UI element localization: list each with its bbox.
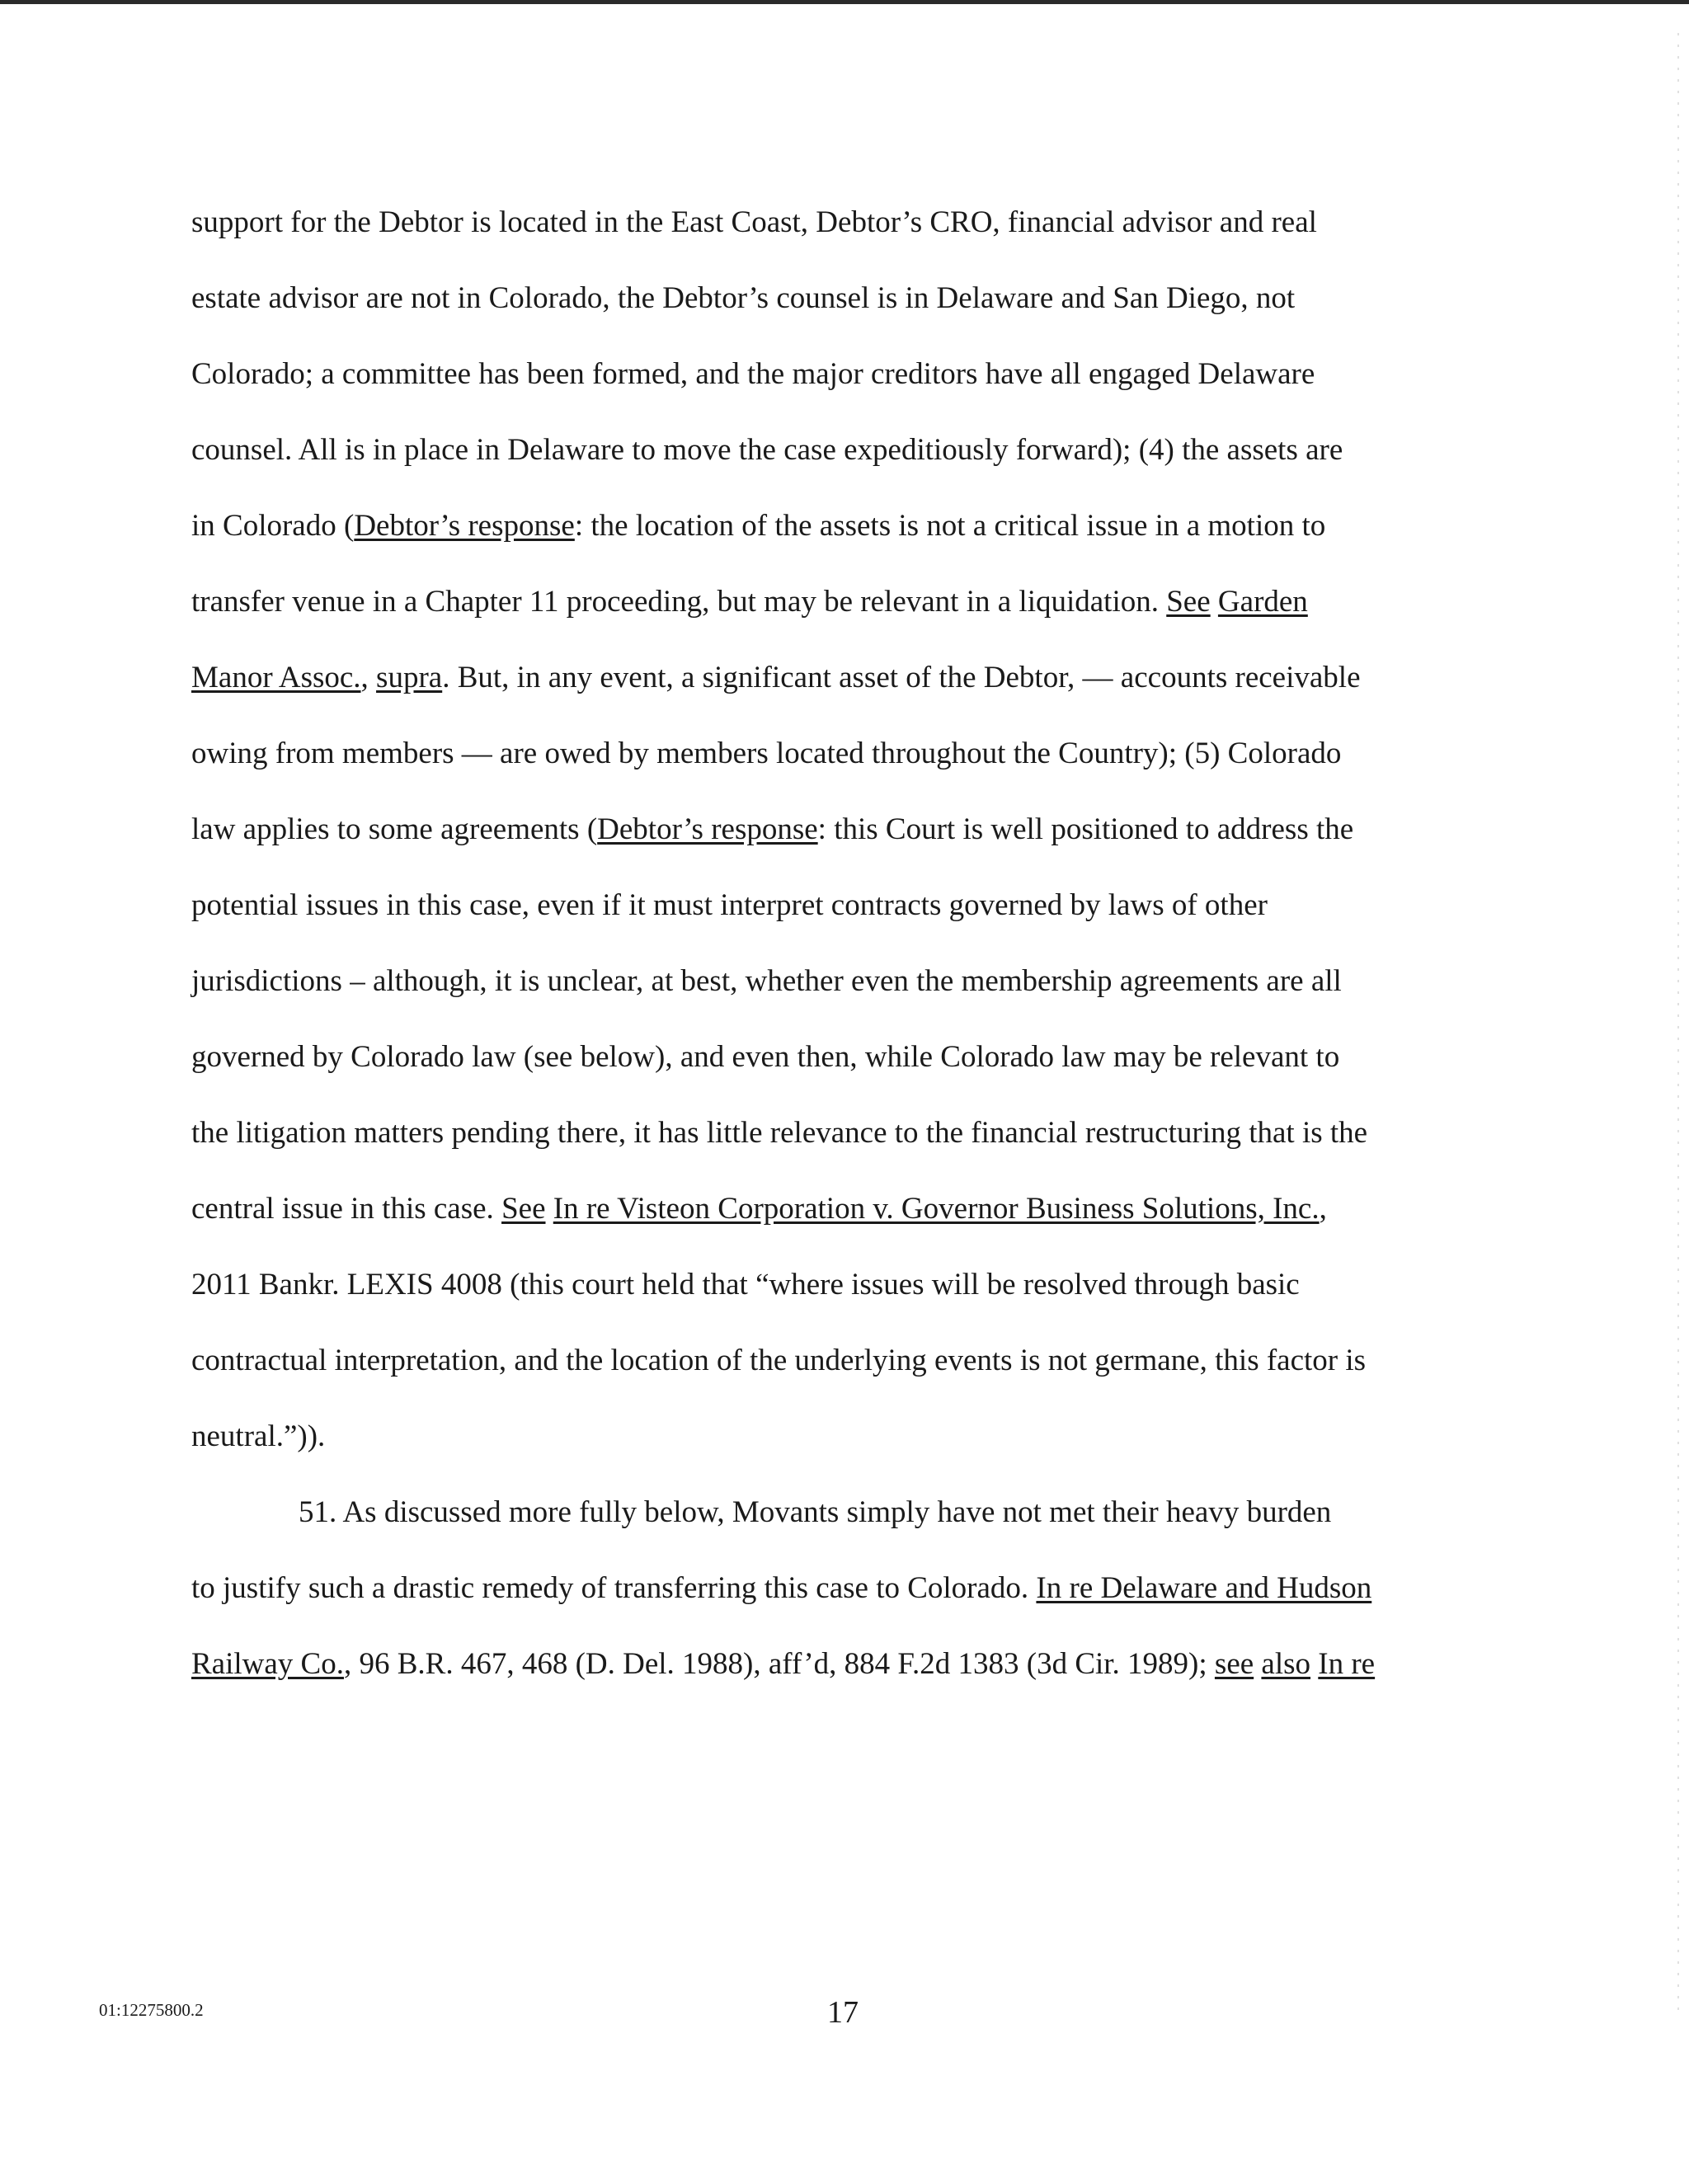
text-run (1211, 585, 1218, 619)
text-line (191, 497, 1478, 573)
underlined-citation: In re Visteon Corporation v. Governor Business Solutions, Inc. (553, 1192, 1320, 1226)
text-line (191, 1560, 1478, 1636)
underlined-citation: Railway Co. (191, 1647, 344, 1681)
underlined-citation: See (1166, 585, 1211, 619)
text-run: Colorado; a committee has been formed, and the major creditors have all engaged Delaware (191, 357, 1315, 391)
text-line (191, 1104, 1478, 1180)
text-run: potential issues in this case, even if it must interpret contracts governed by laws of other (191, 888, 1268, 922)
text-run: owing from members — are owed by members located throughout the Country); (5) Colorado (191, 737, 1342, 770)
text-line (191, 573, 1478, 649)
text-run: , (360, 661, 377, 694)
underlined-citation: Garden (1217, 585, 1308, 619)
text-line (191, 801, 1478, 877)
underlined-citation: In re Delaware and Hudson (1036, 1571, 1372, 1605)
text-run (1310, 1647, 1318, 1681)
underlined-citation: supra (376, 661, 443, 694)
top-edge-rule (0, 0, 1689, 4)
text-line (191, 270, 1478, 346)
underlined-citation: Manor Assoc. (191, 661, 361, 694)
paragraph-continuation (191, 194, 1478, 1484)
text-run: , 96 B.R. 467, 468 (D. Del. 1988), aff’d, 884 F.2d 1383 (3d Cir. 1989); (343, 1647, 1215, 1681)
text-run: 2011 Bankr. LEXIS 4008 (this court held that “where issues will be resolved through basic (191, 1268, 1300, 1301)
text-line (191, 1484, 1478, 1560)
text-run: estate advisor are not in Colorado, the Debtor’s counsel is in Delaware and San Diego, not (191, 281, 1296, 315)
text-run: support for the Debtor is located in the East Coast, Debtor’s CRO, financial advisor and real (191, 205, 1317, 239)
text-run: jurisdictions – although, it is unclear, at best, whether even the membership agreements are all (191, 964, 1342, 998)
document-id: 01:12275800.2 (99, 2000, 204, 2020)
text-line (191, 1636, 1478, 1711)
text-line (191, 1332, 1478, 1408)
text-run: governed by Colorado law (see below), and even then, while Colorado law may be relevant to (191, 1040, 1340, 1074)
underlined-citation: Debtor’s response (597, 812, 818, 846)
underlined-citation: see (1214, 1647, 1254, 1681)
text-line (191, 649, 1478, 725)
text-run: : this Court is well positioned to address the (817, 812, 1354, 846)
text-line (191, 953, 1478, 1028)
page-number: 17 (827, 1995, 859, 2030)
text-run: neutral.”)). (191, 1419, 326, 1453)
text-line (191, 346, 1478, 421)
underlined-citation: See (501, 1192, 546, 1226)
text-run (546, 1192, 553, 1226)
text-line (191, 1408, 1478, 1484)
text-run: law applies to some agreements ( (191, 812, 598, 846)
paragraph-51 (191, 1484, 1478, 1711)
text-run: contractual interpretation, and the location of the underlying events is not germane, this factor is (191, 1344, 1367, 1377)
underlined-citation: also (1261, 1647, 1311, 1681)
text-run: 51. As discussed more fully below, Movants simply have not met their heavy burden (299, 1495, 1332, 1529)
text-line (191, 1180, 1478, 1256)
underlined-citation: Debtor’s response (354, 509, 575, 543)
text-line (191, 194, 1478, 270)
text-run: in Colorado ( (191, 509, 355, 543)
text-run: , (1319, 1192, 1327, 1226)
text-run: the litigation matters pending there, it has little relevance to the financial restructuring that is the (191, 1116, 1368, 1150)
text-run: : the location of the assets is not a critical issue in a motion to (574, 509, 1326, 543)
text-run: to justify such a drastic remedy of transferring this case to Colorado. (191, 1571, 1037, 1605)
document-body (191, 194, 1478, 1711)
text-run: central issue in this case. (191, 1192, 502, 1226)
text-line (191, 1028, 1478, 1104)
text-line (191, 877, 1478, 953)
text-run: counsel. All is in place in Delaware to move the case expeditiously forward); (4) the assets are (191, 433, 1343, 467)
text-line (191, 725, 1478, 801)
text-run: . But, in any event, a significant asset of the Debtor, — accounts receivable (442, 661, 1361, 694)
scan-edge-marks (1677, 33, 1679, 2012)
text-line (191, 421, 1478, 497)
text-run: transfer venue in a Chapter 11 proceeding, but may be relevant in a liquidation. (191, 585, 1167, 619)
underlined-citation: In re (1318, 1647, 1376, 1681)
text-line (191, 1256, 1478, 1332)
